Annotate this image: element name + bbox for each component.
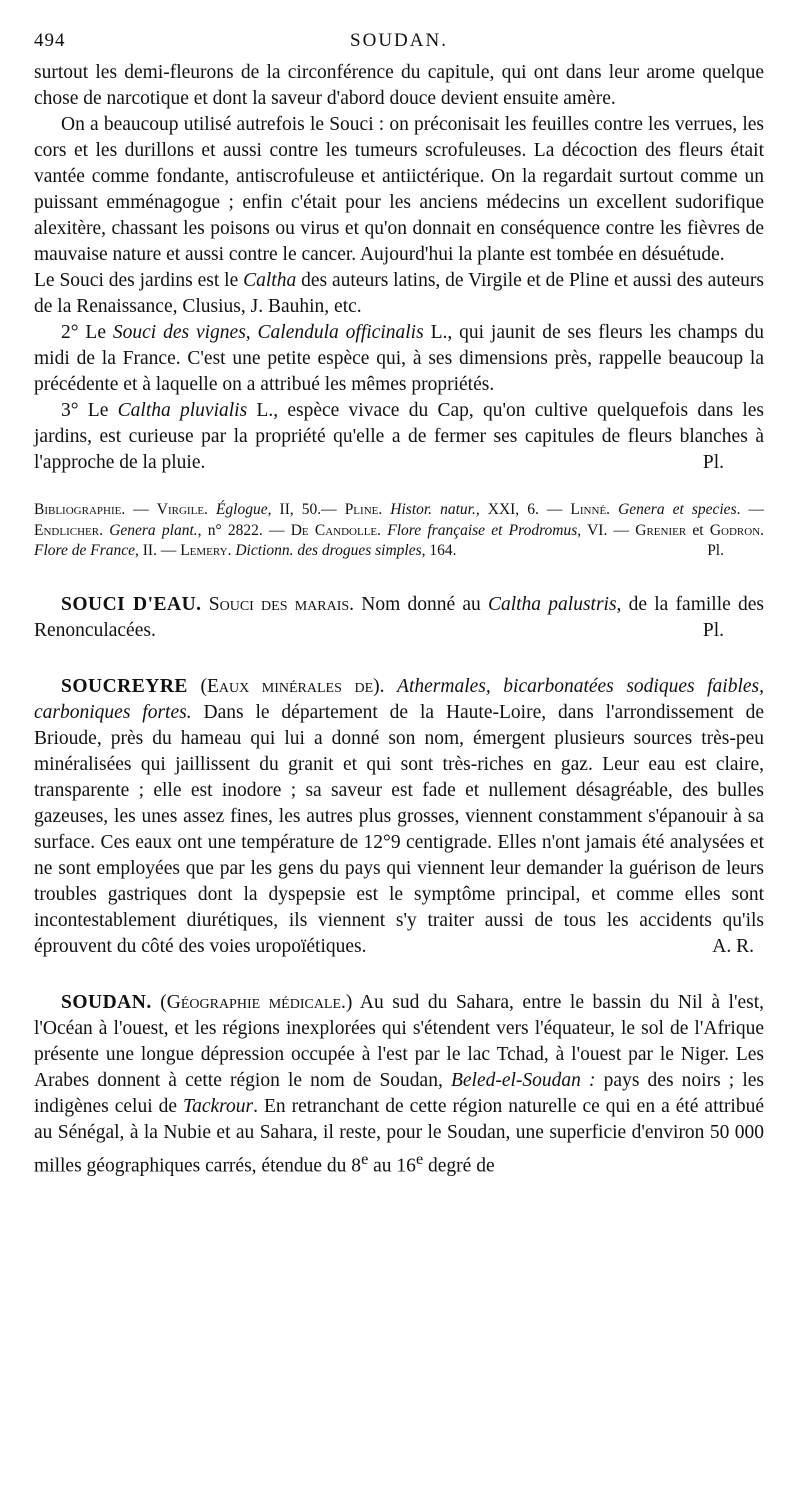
entry-soudan	[34, 990, 764, 1180]
paragraph: SOUCI D'EAU. Souci des marais. Nom donné au Caltha palustris, de la famille des Renonculacées. Pl.	[34, 592, 764, 644]
paragraph: Le Souci des jardins est le Caltha des auteurs latins, de Virgile et de Pline et aussi des auteurs de la Renaissance, Clusius, J. Bauhin, etc.	[34, 270, 764, 317]
author-signature: Pl.	[707, 542, 724, 560]
running-title: SOUDAN.	[350, 30, 448, 51]
paragraph: SOUCREYRE (Eaux minérales de). Athermales, bicarbonatées sodiques faibles, carboniques fortes. Dans le département de la Haute-Loire, dans l'arrondissement de Brioude, près du hameau qui lui a donné son nom, émergent plusieurs sources très-peu minéralisées qui jaillissent du granit et qui sont très-riches en gaz. Leur eau est claire, transparente ; elle est inodore ; sa saveur est fade et nullement désagréable, des bulles gazeuses, les unes assez fines, les autres plus grosses, viennent constamment s'épanouir à sa surface. Ces eaux ont une température de 12°9 centigrade. Elles n'ont jamais été analysées et ne sont employées que par les gens du pays qui viennent leur demander la guérison de leurs troubles gastriques dont la dyspepsie est le symptôme principal, et comme elles sont incontestablement diurétiques, ils viennent s'y traiter aussi de tous les accidents qu'ils éprouvent du côté des voies uropoïétiques. A. R.	[34, 674, 764, 960]
entry-soucreyre	[34, 674, 764, 960]
bibliography-text: Bibliographie. — Virgile. Églogue, II, 50.— Pline. Histor. natur., XXI, 6. — Linné. Genera et species. — Endlicher. Genera plant., n° 2822. — De Candolle. Flore française et Prodromus, VI. — Grenier et Godron. Flore de France, II. — Lemery. Dictionn. des drogues simples, 164. Pl.	[34, 500, 764, 562]
paragraph: 2° Le Souci des vignes, Calendula officinalis L., qui jaunit de ses fleurs les champs du midi de la France. C'est une petite espèce qui, à ses dimensions près, rappelle beaucoup la précédente et à laquelle on a attribué les mêmes propriétés.	[34, 322, 764, 395]
paragraph: 3° Le Caltha pluvialis L., espèce vivace du Cap, qu'on cultive quelquefois dans les jardins, est curieuse par la propriété qu'elle a de fermer ses capitules de fleurs blanches à l'approche de la pluie. Pl.	[34, 398, 764, 476]
entry-headword: SOUDAN.	[61, 991, 152, 1013]
bibliography	[34, 500, 764, 562]
paragraph: surtout les demi-fleurons de la circonférence du capitule, qui ont dans leur arome quelque chose de narcotique et dont la saveur d'abord douce devient ensuite amère.	[34, 62, 764, 109]
paragraph: On a beaucoup utilisé autrefois le Souci : on préconisait les feuilles contre les verrues, les cors et les durillons et aussi contre les tumeurs scrofuleuses. La décoction des fleurs était vantée comme fondante, antiscrofuleuse et antiictérique. On la regardait surtout comme un puissant emménagogue ; enfin c'était pour les anciens médecins un excellent sudorifique alexitère, chassant les poisons ou virus et qu'on donnait en conséquence contre les fièvres de mauvaise nature et aussi contre le cancer. Aujourd'hui la plante est tombée en désuétude.	[34, 114, 764, 265]
author-signature: A. R.	[712, 935, 754, 957]
page-header	[34, 30, 764, 60]
souci-continuation	[34, 60, 764, 476]
page	[34, 30, 764, 1179]
bibliography-label: Bibliographie.	[34, 501, 126, 518]
page-number: 494	[34, 30, 66, 51]
entry-souci-d-eau	[34, 592, 764, 644]
paragraph: SOUDAN. (Géographie médicale.) Au sud du Sahara, entre le bassin du Nil à l'est, l'Océan à l'ouest, et les régions inexplorées qui s'étendent vers l'équateur, le sol de l'Afrique présente une longue dépression occupée à l'est par le lac Tchad, à l'ouest par le Niger. Les Arabes donnent à cette région le nom de Soudan, Beled-el-Soudan : pays des noirs ; les indigènes celui de Tackrour. En retranchant de cette région naturelle ce qui en a été attribué au Sénégal, à la Nubie et au Sahara, il reste, pour le Soudan, une superficie d'environ 50 000 milles géographiques carrés, étendue du 8e au 16e degré de	[34, 991, 765, 1177]
author-signature: Pl.	[702, 619, 724, 641]
author-signature: Pl.	[702, 452, 724, 473]
entry-headword: SOUCI D'EAU.	[61, 593, 202, 615]
entry-headword: SOUCREYRE	[61, 675, 188, 697]
